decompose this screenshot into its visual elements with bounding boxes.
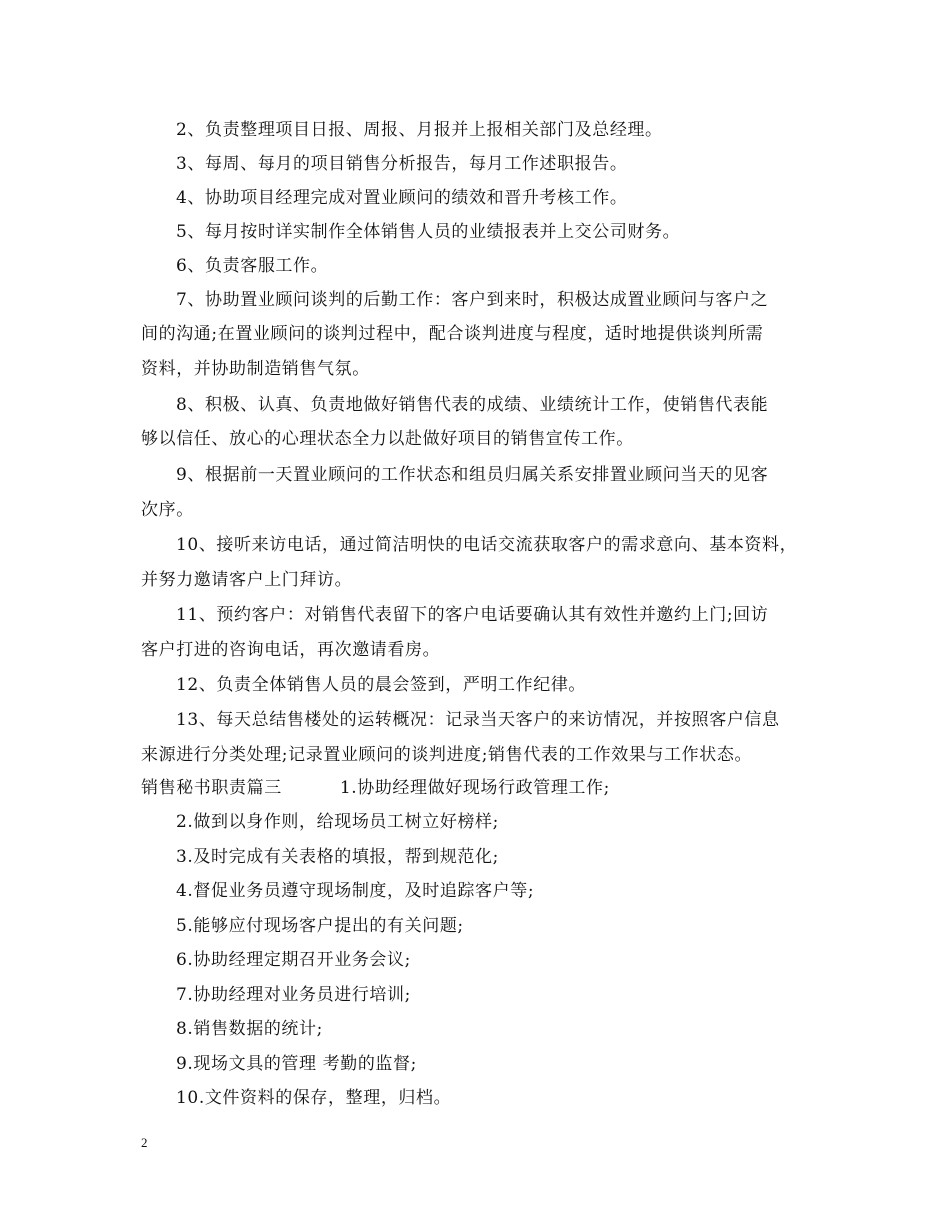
paragraph-line: 资料，并协助制造销售气氛。 xyxy=(141,359,370,379)
list-item: 2.做到以身作则，给现场员工树立好榜样; xyxy=(176,812,499,832)
list-item: 7.协助经理对业务员进行培训; xyxy=(176,985,411,1005)
page-number: 2 xyxy=(141,1135,148,1150)
section-first-item: 1.协助经理做好现场行政管理工作; xyxy=(339,778,610,798)
list-item: 4.督促业务员遵守现场制度，及时追踪客户等; xyxy=(176,881,535,901)
paragraph-line: 并努力邀请客户上门拜访。 xyxy=(141,570,353,590)
list-item: 8.销售数据的统计; xyxy=(176,1019,323,1039)
list-item: 6.协助经理定期召开业务会议; xyxy=(176,950,411,970)
paragraph-line: 客户打进的咨询电话，再次邀请看房。 xyxy=(141,640,441,660)
paragraph-line: 3、每周、每月的项目销售分析报告，每月工作述职报告。 xyxy=(176,154,628,174)
paragraph-line: 7、协助置业顾问谈判的后勤工作：客户到来时，积极达成置业顾问与客户之 xyxy=(176,290,769,310)
paragraph-line: 间的沟通;在置业顾问的谈判过程中，配合谈判进度与程度，适时地提供谈判所需 xyxy=(141,324,764,344)
paragraph-line: 来源进行分类处理;记录置业顾问的谈判进度;销售代表的工作效果与工作状态。 xyxy=(141,745,753,765)
section-heading: 销售秘书职责篇三 xyxy=(141,778,282,798)
paragraph-line: 12、负责全体销售人员的晨会签到，严明工作纪律。 xyxy=(176,675,587,695)
list-item: 9.现场文具的管理 考勤的监督; xyxy=(176,1054,417,1074)
list-item: 5.能够应付现场客户提出的有关问题; xyxy=(176,916,464,936)
list-item: 3.及时完成有关表格的填报，帮到规范化; xyxy=(176,847,499,867)
paragraph-line: 8、积极、认真、负责地做好销售代表的成绩、业绩统计工作，使销售代表能 xyxy=(176,395,769,415)
list-item: 10.文件资料的保存，整理，归档。 xyxy=(176,1088,452,1108)
paragraph-line: 9、根据前一天置业顾问的工作状态和组员归属关系安排置业顾问当天的见客 xyxy=(176,465,769,485)
paragraph-line: 6、负责客服工作。 xyxy=(176,256,329,276)
paragraph-line: 5、每月按时详实制作全体销售人员的业绩报表并上交公司财务。 xyxy=(176,222,681,242)
paragraph-line: 4、协助项目经理完成对置业顾问的绩效和晋升考核工作。 xyxy=(176,188,628,208)
paragraph-line: 够以信任、放心的心理状态全力以赴做好项目的销售宣传工作。 xyxy=(141,429,634,449)
paragraph-line: 11、预约客户：对销售代表留下的客户电话要确认其有效性并邀约上门;回访 xyxy=(176,605,769,625)
paragraph-line: 次序。 xyxy=(141,500,194,520)
paragraph-line: 13、每天总结售楼处的运转概况：记录当天客户的来访情况，并按照客户信息 xyxy=(176,710,780,730)
section-heading-line xyxy=(141,777,610,799)
paragraph-line: 2、负责整理项目日报、周报、月报并上报相关部门及总经理。 xyxy=(176,120,663,140)
paragraph-line: 10、接听来访电话，通过简洁明快的电话交流获取客户的需求意向、基本资料， xyxy=(176,535,798,555)
